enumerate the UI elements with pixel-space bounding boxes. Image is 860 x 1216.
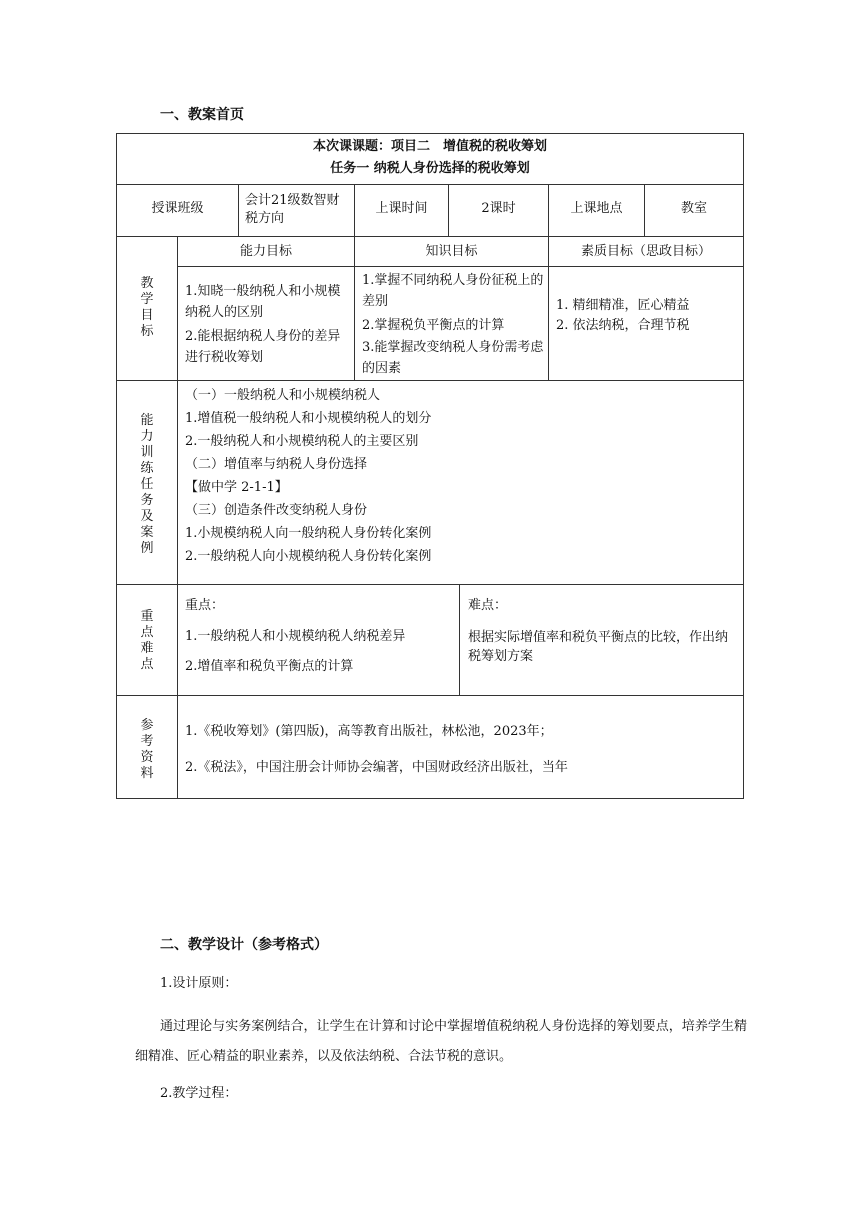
lesson-topic-line-2: 任务一 纳税人身份选择的税收筹划 [330, 161, 530, 176]
knowledge-objective-3: 3.能掌握改变纳税人身份需考虑的因素 [362, 340, 544, 376]
key-point-2: 2.增值率和税负平衡点的计算 [185, 659, 354, 674]
training-item: 【做中学 2-1-1】 [185, 480, 288, 495]
training-item: 1.小规模纳税人向一般纳税人身份转化案例 [185, 526, 432, 541]
training-row-label: 能力训练任务及案例 [140, 413, 154, 556]
teaching-process-label: 2.教学过程： [160, 1086, 238, 1101]
time-label: 上课时间 [375, 201, 428, 216]
training-item: （二）增值率与纳税人身份选择 [185, 457, 368, 472]
section-heading-2: 二、教学设计（参考格式） [160, 937, 328, 953]
time-value: 2课时 [481, 201, 516, 216]
key-point-1: 1.一般纳税人和小规模纳税人纳税差异 [185, 629, 406, 644]
quality-objective-1: 1. 精细精准，匠心精益 [556, 298, 690, 313]
training-item: 2.一般纳税人和小规模纳税人的主要区别 [185, 434, 419, 449]
class-label: 授课班级 [151, 201, 204, 216]
place-value: 教室 [680, 201, 707, 216]
quality-objective-2: 2. 依法纳税，合理节税 [556, 318, 690, 333]
difficult-point-text: 根据实际增值率和税负平衡点的比较，作出纳税筹划方案 [468, 630, 729, 664]
lesson-topic-line-1: 本次课课题：项目二 增值税的税收筹划 [312, 139, 547, 154]
reference-2: 2.《税法》，中国注册会计师协会编著，中国财政经济出版社，当年 [185, 760, 568, 775]
training-item: （一）一般纳税人和小规模纳税人 [185, 388, 381, 403]
knowledge-objective-2: 2.掌握税负平衡点的计算 [362, 318, 505, 333]
training-item: 2.一般纳税人向小规模纳税人身份转化案例 [185, 549, 432, 564]
ability-objective-1: 1.知晓一般纳税人和小规模纳税人的区别 [185, 284, 341, 320]
references-row-label: 参考资料 [140, 718, 154, 781]
difficult-points-label: 难点： [468, 598, 508, 613]
key-points-row-label: 重点难点 [140, 609, 154, 672]
knowledge-objective-header: 知识目标 [425, 244, 478, 259]
reference-1: 1.《税收筹划》(第四版)，高等教育出版社，林松池，2023年； [185, 724, 553, 739]
key-points-label: 重点： [185, 598, 225, 613]
training-items [185, 384, 735, 568]
place-label: 上课地点 [570, 201, 623, 216]
ability-objective-2: 2.能根据纳税人身份的差异进行税收筹划 [185, 329, 341, 365]
design-principle-label: 1.设计原则： [160, 976, 238, 991]
ability-objective-header: 能力目标 [239, 244, 292, 259]
knowledge-objective-1: 1.掌握不同纳税人身份征税上的差别 [362, 273, 544, 309]
training-item: 1.增值税一般纳税人和小规模纳税人的划分 [185, 411, 432, 426]
quality-objective-header: 素质目标（思政目标） [580, 244, 711, 259]
section-heading-1: 一、教案首页 [160, 107, 244, 123]
training-item: （三）创造条件改变纳税人身份 [185, 503, 368, 518]
design-principle-text: 通过理论与实务案例结合，让学生在计算和讨论中掌握增值税纳税人身份选择的筹划要点，培养学生精细精准、匠心精益的职业素养，以及依法纳税、合法节税的意识。 [135, 1019, 747, 1064]
objectives-row-label: 教学目标 [140, 276, 154, 339]
class-value: 会计21级数智财税方向 [245, 193, 340, 226]
